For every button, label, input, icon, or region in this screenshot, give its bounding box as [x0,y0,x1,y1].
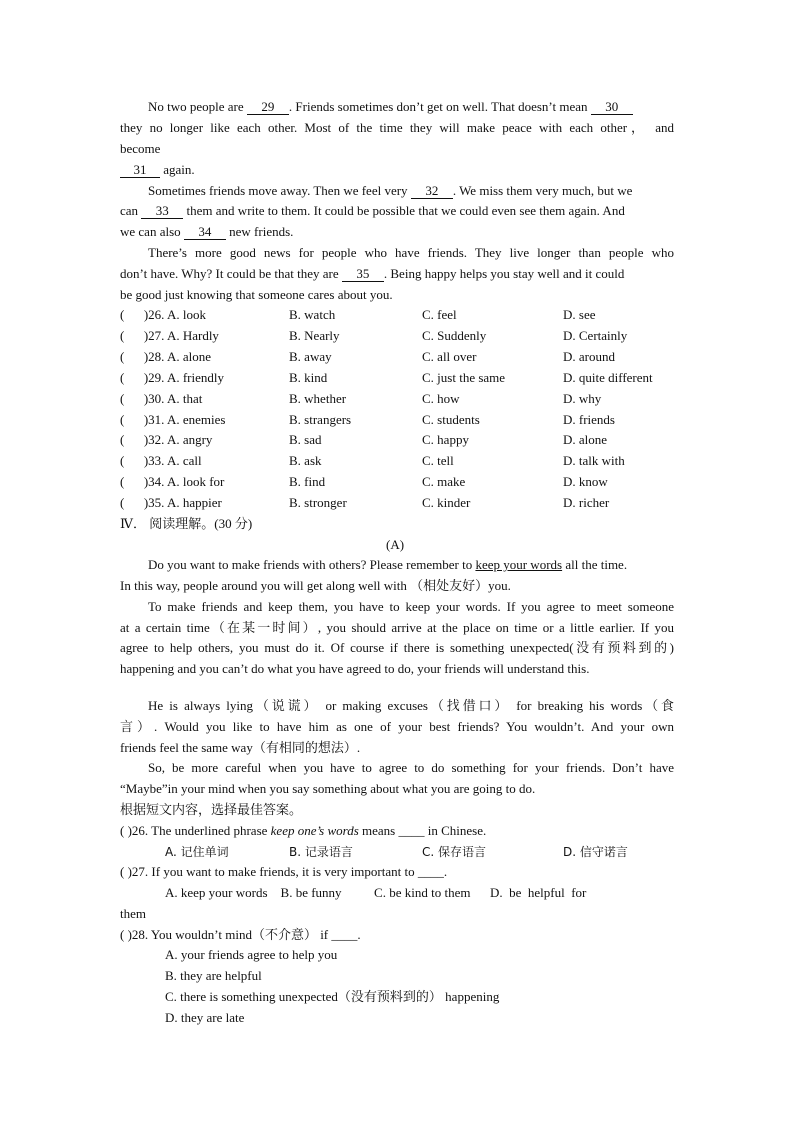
question-28: ( )28. You wouldn’t mind（不介意） if ____. [120,927,361,942]
q26-option-d[interactable]: D. 信守诺言 [563,845,628,859]
cloze-option-32-c[interactable]: C. happy [422,432,469,448]
cloze-option-28-d[interactable]: D. around [563,348,615,364]
q28-option-d[interactable]: D. they are late [165,1010,245,1025]
question-26: ( )26. The underlined phrase keep one’s words means ____ in Chinese. [120,823,487,838]
cloze-p3-line2: don’t have. Why? It could be that they are 35 . Being happy helps you stay well and it could [120,266,625,281]
q27-options-wrap: them [120,906,146,921]
cloze-option-31-b[interactable]: B. strangers [289,411,352,427]
reading-p2-line2: at a certain time（在某一时间）, you should arrive at the place on time or a little earlier. If you [120,620,674,635]
cloze-option-31-c[interactable]: C. students [422,411,480,427]
cloze-question-29[interactable]: ( )29. A. friendly [120,369,224,385]
cloze-option-33-c[interactable]: C. tell [422,453,454,469]
cloze-option-33-b[interactable]: B. ask [289,453,322,469]
cloze-p1-line3: become [120,141,161,156]
cloze-option-28-c[interactable]: C. all over [422,348,477,364]
cloze-option-29-d[interactable]: D. quite different [563,369,653,385]
reading-p3-line3: friends feel the same way（有相同的想法）. [120,740,361,755]
blank-30: 30 [591,100,633,115]
q26-option-a[interactable]: A. 记住单词 [165,845,229,859]
q26-option-b[interactable]: B. 记录语言 [289,845,353,859]
reading-p3-line2: 言）. Would you like to have him as one of your best friends? You wouldn’t. And your own [120,719,674,734]
cloze-question-32[interactable]: ( )32. A. angry [120,432,213,448]
reading-p1-line1: Do you want to make friends with others? Please remember to keep your words all the time. [148,557,628,572]
cloze-p1-line1: No two people are 29 . Friends sometimes don’t get on well. That doesn’t mean 30 [148,99,633,115]
cloze-p1-line2: they no longer like each other. Most of the time they will make peace with each other， and [120,120,674,135]
cloze-option-35-c[interactable]: C. kinder [422,495,471,511]
cloze-option-30-b[interactable]: B. whether [289,390,347,406]
cloze-option-30-c[interactable]: C. how [422,390,460,406]
blank-33: 33 [141,204,183,219]
cloze-option-29-c[interactable]: C. just the same [422,369,506,385]
underlined-phrase: keep your words [475,557,563,572]
blank-34: 34 [184,225,226,240]
q28-option-b[interactable]: B. they are helpful [165,968,262,983]
cloze-option-26-b[interactable]: B. watch [289,307,336,322]
cloze-option-31-d[interactable]: D. friends [563,411,615,427]
reading-p3-line1: He is always lying（说谎） or making excuses（找借口） for breaking his words（食 [148,698,674,713]
cloze-question-31[interactable]: ( )31. A. enemies [120,411,226,427]
cloze-option-26-d[interactable]: D. see [563,307,596,322]
q28-option-c[interactable]: C. there is something unexpected（没有预料到的） happening [165,989,500,1004]
reading-p2-line3: agree to help others, you must do it. Of course if there is something unexpected(没有预料到的) [120,640,674,655]
cloze-option-35-b[interactable]: B. stronger [289,495,347,511]
cloze-option-34-b[interactable]: B. find [289,474,326,490]
cloze-question-34[interactable]: ( )34. A. look for [120,474,225,490]
cloze-question-35[interactable]: ( )35. A. happier [120,495,222,511]
cloze-option-30-d[interactable]: D. why [563,390,602,406]
q26-option-c[interactable]: C. 保存语言 [422,845,487,859]
passage-label: (A) [386,537,405,552]
cloze-question-27[interactable]: ( )27. A. Hardly [120,327,219,343]
cloze-option-29-b[interactable]: B. kind [289,369,328,385]
blank-32: 32 [411,184,453,199]
blank-35: 35 [342,267,384,282]
reading-p1-line2: In this way, people around you will get along well with （相处友好）you. [120,578,511,593]
reading-p2-line4: happening and you can’t do what you have agreed to do, your friends will understand this. [120,661,590,676]
cloze-p3-line1: There’s more good news for people who have friends. They live longer than people who [148,245,674,260]
cloze-option-26-c[interactable]: C. feel [422,307,457,322]
q27-options[interactable]: A. keep your words B. be funny C. be kind to them D. be helpful for [165,885,587,900]
cloze-option-27-d[interactable]: D. Certainly [563,327,628,343]
cloze-option-27-b[interactable]: B. Nearly [289,327,340,343]
cloze-p2-line2: can 33 them and write to them. It could be possible that we could even see them again. And [120,203,625,218]
cloze-option-35-d[interactable]: D. richer [563,495,610,511]
reading-p2-line1: To make friends and keep them, you have to keep your words. If you agree to meet someone [148,599,674,614]
question-27: ( )27. If you want to make friends, it is very important to ____. [120,864,448,879]
cloze-question-33[interactable]: ( )33. A. call [120,453,202,469]
cloze-question-28[interactable]: ( )28. A. alone [120,348,211,364]
reading-p4-line1: So, be more careful when you have to agree to do something for your friends. Don’t have [148,760,674,775]
cloze-option-33-d[interactable]: D. talk with [563,453,625,469]
cloze-question-30[interactable]: ( )30. A. that [120,390,203,406]
cloze-option-32-d[interactable]: D. alone [563,432,608,448]
question-instruction: 根据短文内容，选择最佳答案。 [120,802,303,817]
cloze-p2-line3: we can also 34 new friends. [120,224,294,239]
blank-29: 29 [247,100,289,115]
cloze-p3-line3: be good just knowing that someone cares about you. [120,287,393,302]
cloze-question-26[interactable]: ( )26. A. look [120,307,206,322]
cloze-p1-line4: 31 again. [120,162,195,178]
cloze-option-34-d[interactable]: D. know [563,474,608,490]
cloze-p2-line1: Sometimes friends move away. Then we feel very 32 . We miss them very much, but we [148,183,633,198]
cloze-option-27-c[interactable]: C. Suddenly [422,327,487,343]
cloze-option-32-b[interactable]: B. sad [289,432,322,448]
section-heading: Ⅳ． 阅读理解。(30 分) [120,516,253,531]
reading-p4-line2: “Maybe”in your mind when you say something about what you are going to do. [120,781,536,796]
blank-31: 31 [120,163,160,178]
cloze-option-34-c[interactable]: C. make [422,474,466,490]
q28-option-a[interactable]: A. your friends agree to help you [165,947,338,962]
cloze-option-28-b[interactable]: B. away [289,348,332,364]
